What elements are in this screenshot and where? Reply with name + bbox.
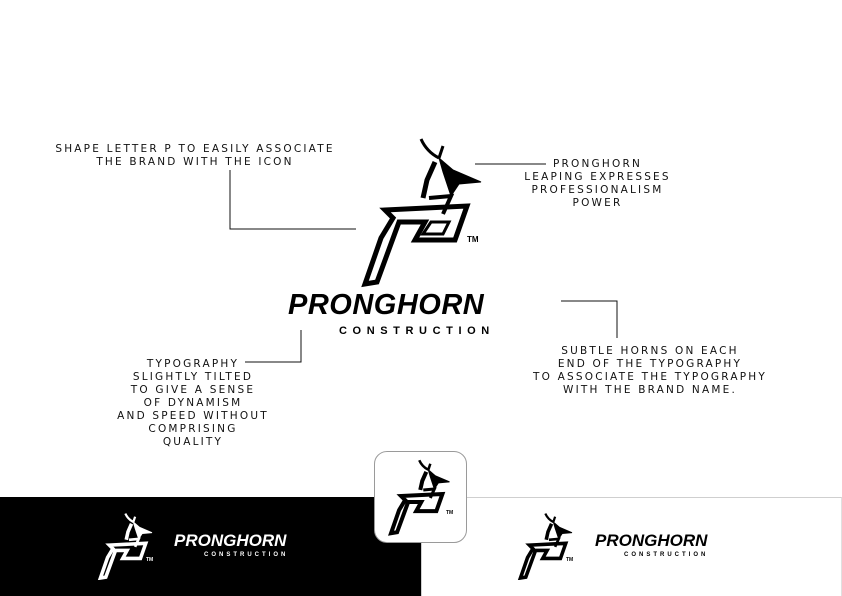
brand-subtitle-light: CONSTRUCTION: [624, 552, 709, 558]
brand-wordmark-light: PRONGHORN: [595, 531, 708, 550]
annotation-horns: SUBTLE HORNS ON EACH END OF THE TYPOGRAPHY TO ASSOCIATE THE TYPOGRAPHY WITH THE BRAND NAME.: [533, 345, 767, 396]
pronghorn-icon-light: [96, 512, 156, 580]
annotation-typography-tilt: TYPOGRAPHY SLIGHTLY TILTED TO GIVE A SENSE OF DYNAMISM AND SPEED WITHOUT COMPRISING QUALITY: [117, 358, 269, 448]
annotation-leaping: PRONGHORN LEAPING EXPRESSES PROFESSIONALISM POWER: [524, 158, 671, 209]
annotation-letter-p: SHAPE LETTER P TO EASILY ASSOCIATE THE BRAND WITH THE ICON: [55, 143, 335, 168]
brand-wordmark-dark: PRONGHORN: [174, 531, 287, 550]
trademark-mark-dark: TM: [146, 557, 154, 563]
brand-subtitle-dark: CONSTRUCTION: [204, 552, 289, 558]
pronghorn-app-icon: [386, 458, 454, 536]
trademark-mark-light: TM: [566, 557, 574, 563]
trademark-mark-app: TM: [446, 510, 454, 516]
trademark-mark: TM: [467, 235, 479, 244]
brand-wordmark: PRONGHORN: [288, 289, 485, 321]
pronghorn-icon: [355, 136, 490, 288]
pronghorn-icon-dark: [516, 512, 576, 580]
brand-subtitle: CONSTRUCTION: [339, 325, 495, 337]
